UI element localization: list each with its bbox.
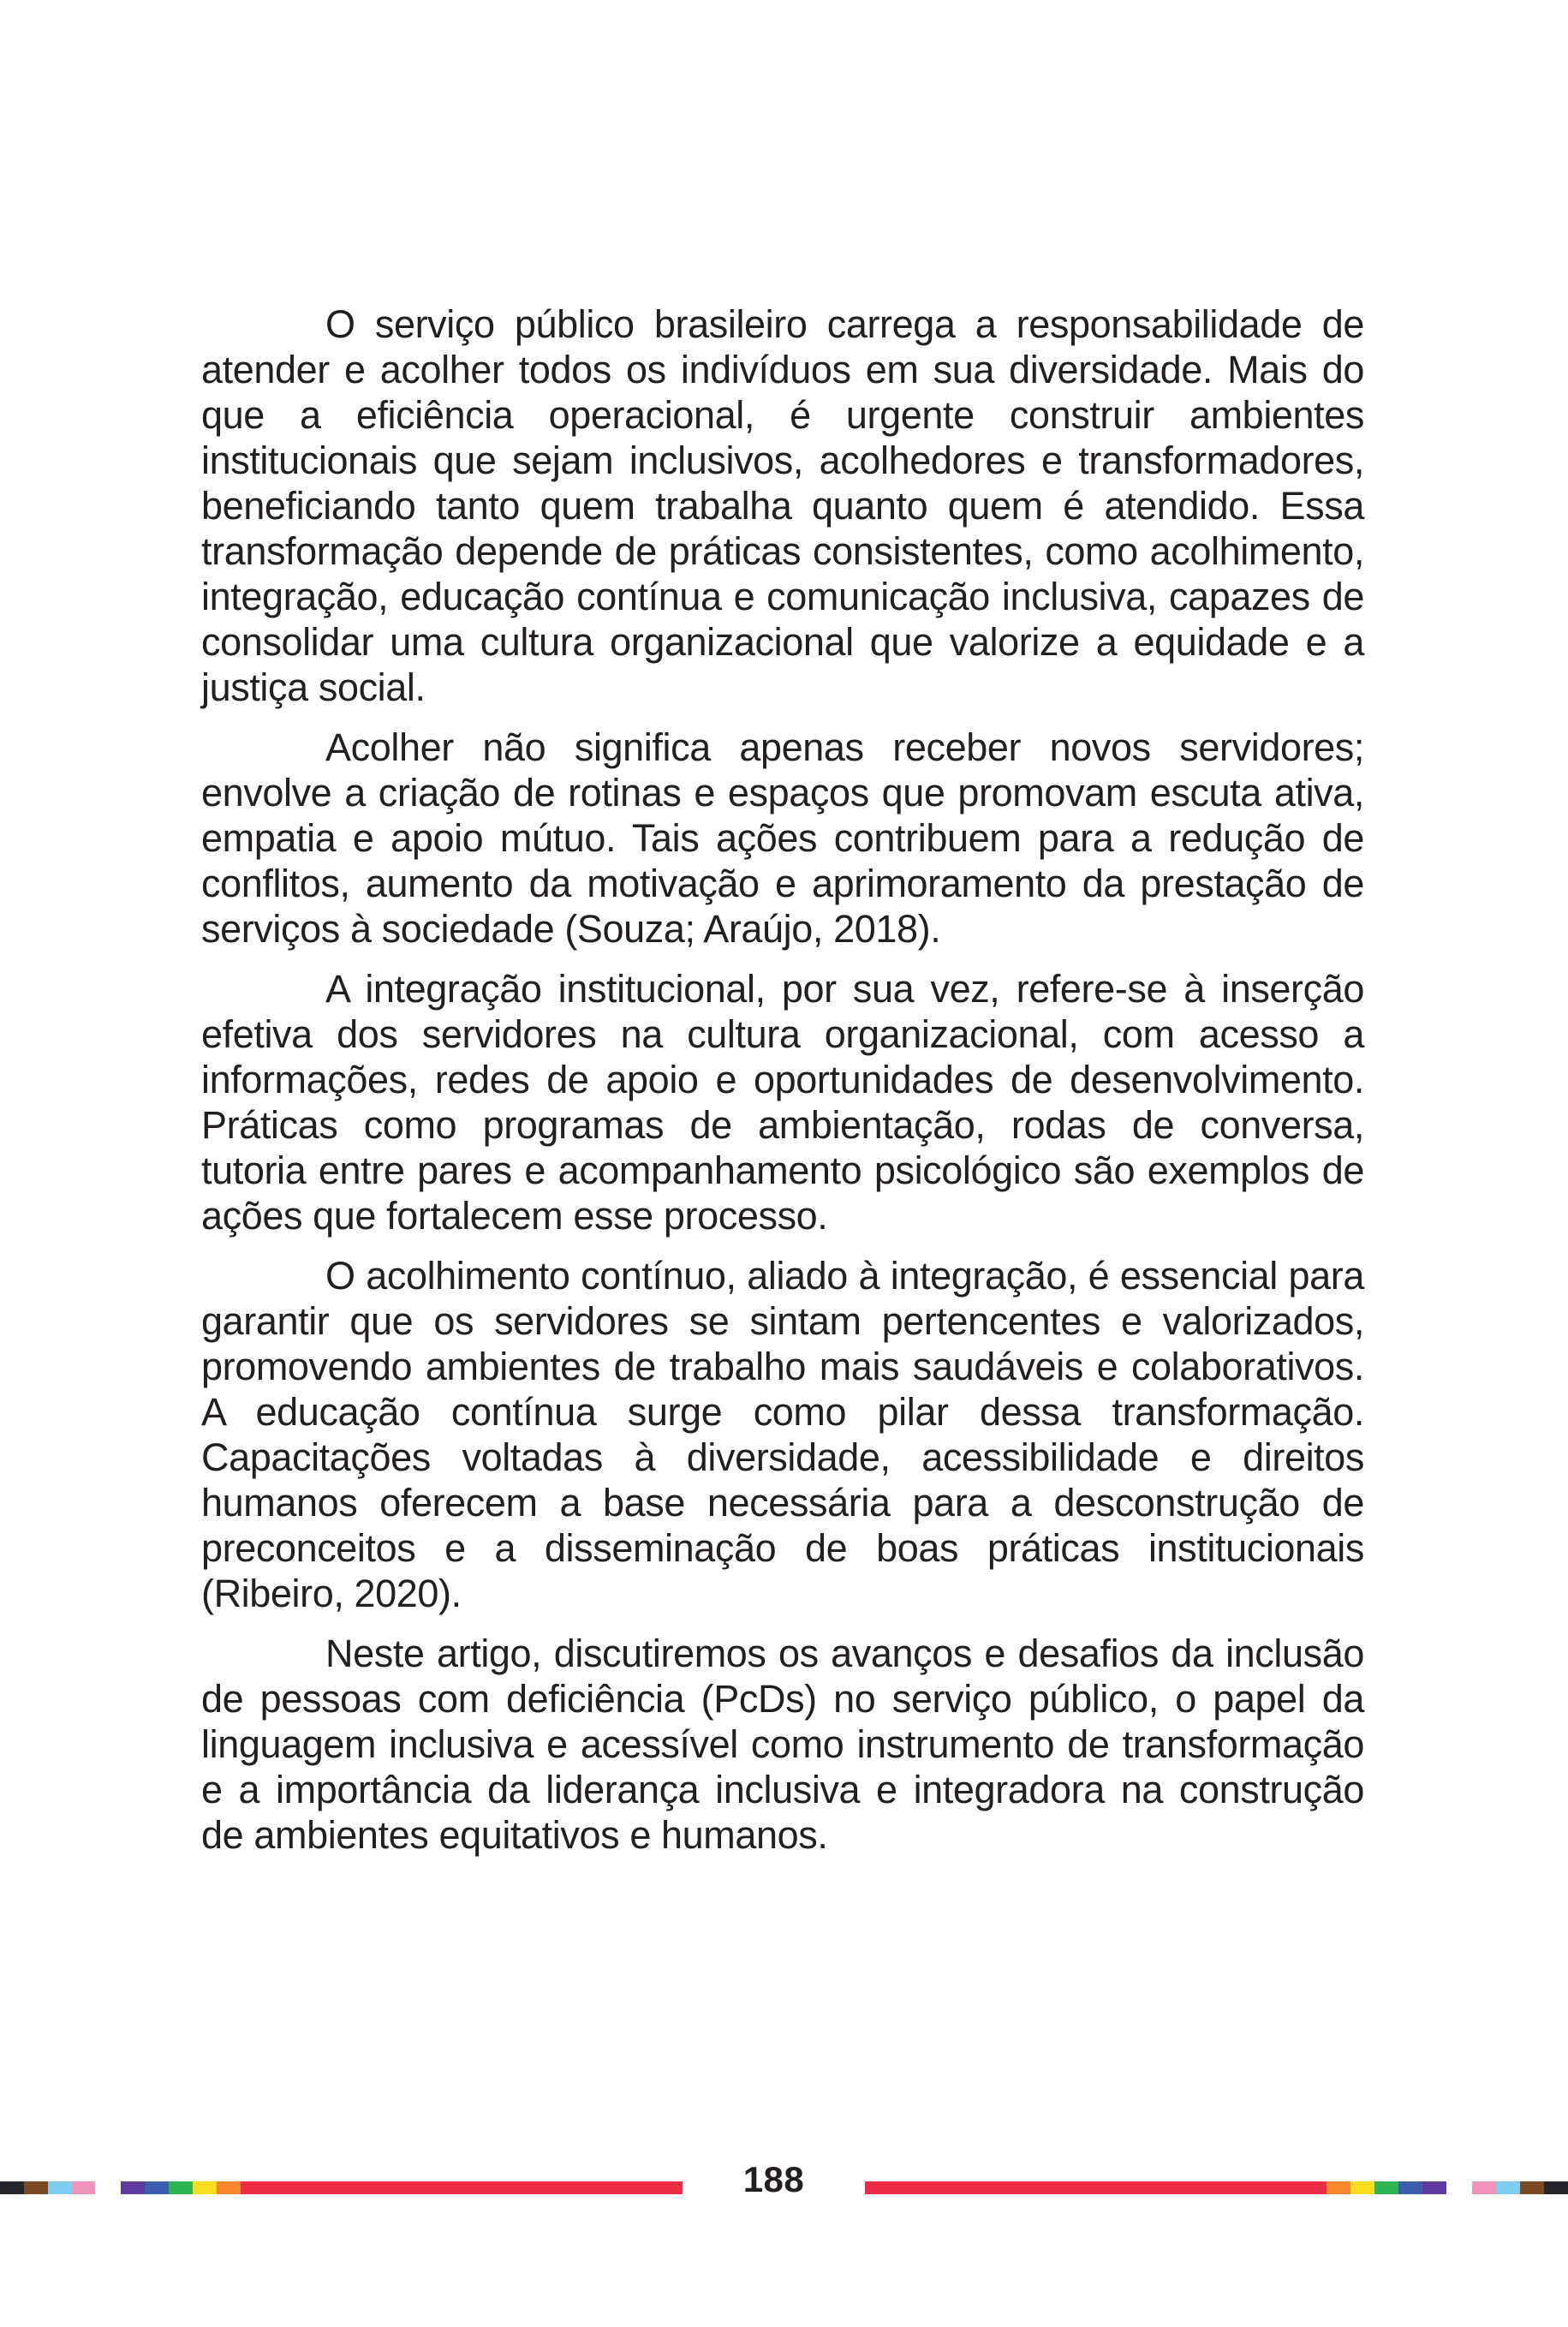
- stripe-lightblue: [48, 2181, 72, 2194]
- stripe-green: [169, 2181, 193, 2194]
- stripe-black: [1544, 2181, 1568, 2194]
- stripe-lightblue: [1496, 2181, 1520, 2194]
- stripe-pink: [72, 2181, 95, 2194]
- footer-stripe-left: [0, 2181, 683, 2194]
- stripe-pink: [1472, 2181, 1496, 2194]
- paragraph-1: O serviço público brasileiro carrega a responsabilidade de atender e acolher todos os indivíduos em sua diversidade. Mais do que a eficiência operacional, é urgente construir ambientes institucionais que sejam inclusivos, acolhedores e transformadores, beneficiando tanto quem trabalha quanto quem é atendido. Essa transformação depende de práticas consistentes, como acolhimento, integração, educação contínua e comunicação inclusiva, capazes de consolidar uma cultura organizacional que valorize a equidade e a justiça social.: [201, 302, 1364, 709]
- page-number: 188: [742, 2159, 805, 2199]
- stripe-brown: [24, 2181, 48, 2194]
- paragraph-4: O acolhimento contínuo, aliado à integração, é essencial para garantir que os servidores se sintam pertencentes e valorizados, promovendo ambientes de trabalho mais saudáveis e colaborativos. A educação contínua surge como pilar dessa transformação. Capacitações voltadas à diversidade, acessibilidade e direitos humanos oferecem a base necessária para a desconstrução de preconceitos e a disseminação de boas práticas institucionais (Ribeiro, 2020).: [201, 1254, 1364, 1615]
- stripe-black: [0, 2181, 24, 2194]
- stripe-purple: [121, 2181, 145, 2194]
- stripe-yellow: [193, 2181, 217, 2194]
- paragraph-2: Acolher não significa apenas receber novos servidores; envolve a criação de rotinas e espaços que promovam escuta ativa, empatia e apoio mútuo. Tais ações contribuem para a redução de conflitos, aumento da motivação e aprimoramento da prestação de serviços à sociedade (Souza; Araújo, 2018).: [201, 725, 1364, 951]
- footer-stripe-right: [865, 2181, 1568, 2194]
- stripe-purple: [1422, 2181, 1446, 2194]
- stripe-blue: [145, 2181, 169, 2194]
- stripe-brown: [1520, 2181, 1544, 2194]
- paragraph-3: A integração institucional, por sua vez, refere-se à inserção efetiva dos servidores na cultura organizacional, com acesso a informações, redes de apoio e oportunidades de desenvolvimento. Práticas como programas de ambientação, rodas de conversa, tutoria entre pares e acompanhamento psicológico são exemplos de ações que fortalecem esse processo.: [201, 967, 1364, 1238]
- stripe-orange: [217, 2181, 241, 2194]
- stripe-green: [1374, 2181, 1398, 2194]
- stripe-gap: [1446, 2181, 1472, 2194]
- stripe-orange: [1327, 2181, 1350, 2194]
- stripe-red: [865, 2181, 1327, 2194]
- article-body: [201, 301, 1364, 1872]
- paragraph-5: Neste artigo, discutiremos os avanços e desafios da inclusão de pessoas com deficiência (PcDs) no serviço público, o papel da linguagem inclusiva e acessível como instrumento de transformação e a importância da liderança inclusiva e integradora na construção de ambientes equitativos e humanos.: [201, 1632, 1364, 1857]
- stripe-yellow: [1350, 2181, 1374, 2194]
- stripe-red: [241, 2181, 683, 2194]
- stripe-blue: [1398, 2181, 1422, 2194]
- stripe-gap: [95, 2181, 121, 2194]
